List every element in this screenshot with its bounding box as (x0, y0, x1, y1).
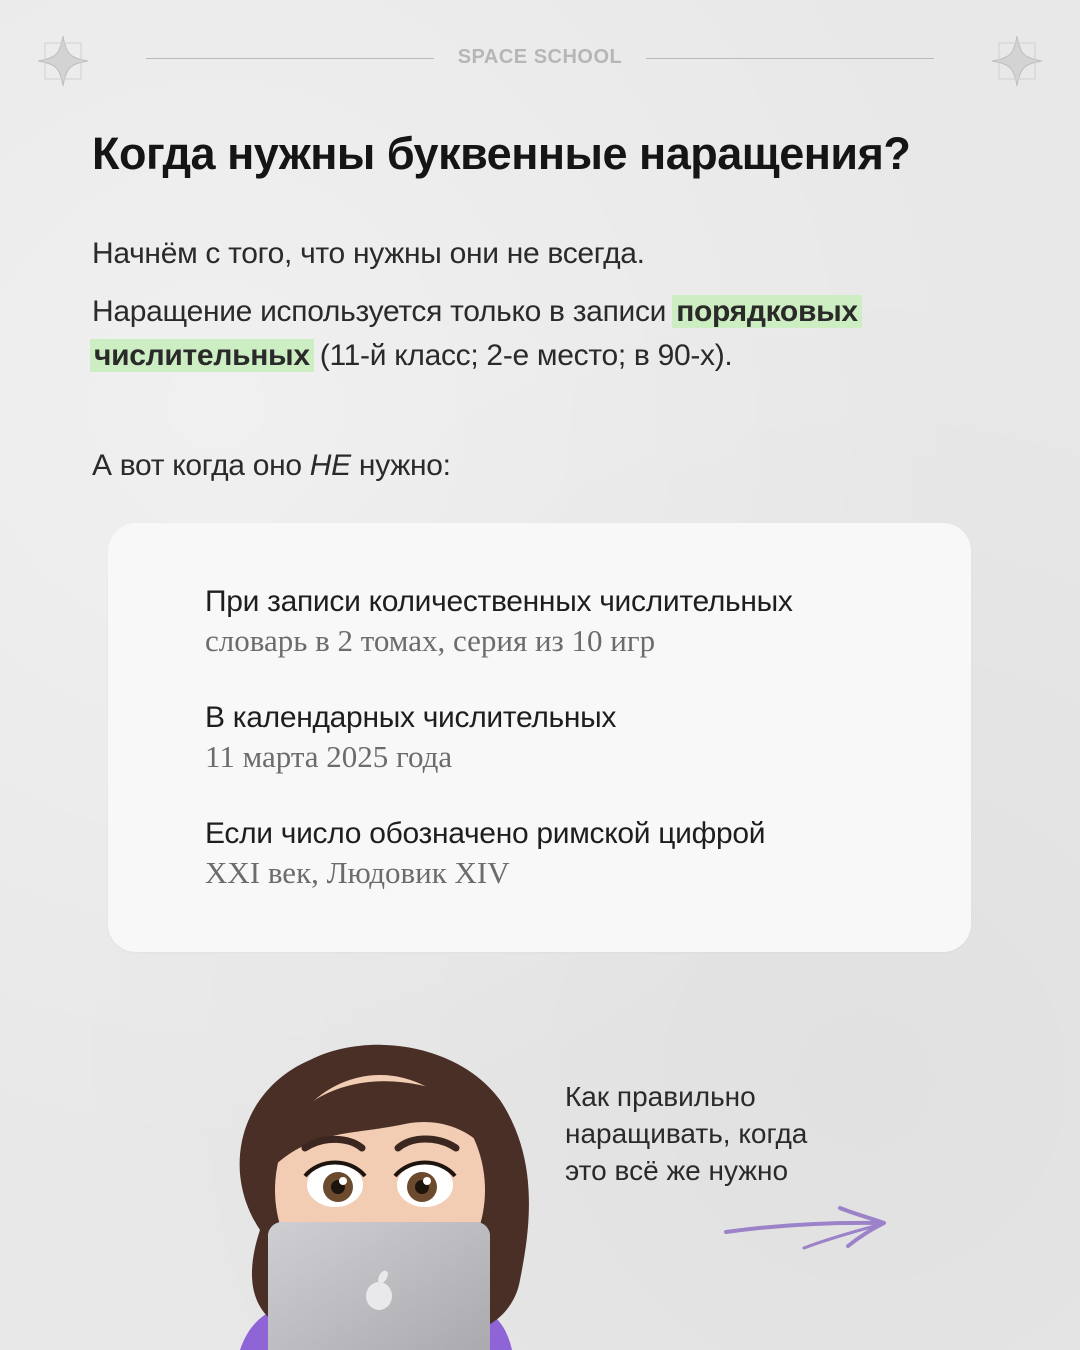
case-item (205, 815, 765, 893)
case-title: Если число обозначено римской цифрой (205, 817, 766, 850)
case-example: словарь в 2 томах, серия из 10 игр (205, 623, 656, 658)
usage-text-before: Наращение используется только в записи (92, 295, 667, 328)
case-title: В календарных числительных (205, 701, 617, 734)
not-needed-before: А вот когда оно (92, 449, 302, 482)
cta-line: наращивать, когда (565, 1118, 808, 1149)
highlight-ordinal: порядковых (672, 295, 862, 328)
not-needed-heading (92, 444, 451, 488)
case-title: При записи количественных числительных (205, 585, 793, 618)
cta-line: Как правильно (565, 1081, 756, 1112)
case-example: 11 марта 2025 года (205, 739, 453, 774)
arrow-right-icon (720, 1196, 896, 1256)
cases-card (108, 523, 971, 952)
not-needed-emph: НЕ (309, 449, 351, 482)
cta-line: это всё же нужно (565, 1155, 789, 1186)
memoji-avatar (200, 1030, 560, 1350)
cta-text (565, 1078, 885, 1189)
case-item (205, 699, 616, 777)
not-needed-after: нужно: (358, 449, 451, 482)
brand-label: SPACE SCHOOL (457, 46, 623, 68)
case-item (205, 583, 793, 661)
page-title: Когда нужны буквенные наращения? (92, 128, 911, 179)
sparkle-star-icon (990, 34, 1044, 88)
intro-text: Начнём с того, что нужны они не всегда. (92, 237, 645, 270)
usage-paragraph (92, 290, 992, 378)
case-example: XXI век, Людовик XIV (205, 855, 510, 890)
header-divider-right (646, 58, 934, 59)
highlight-numerals: числительных (90, 339, 314, 372)
header-divider-left (146, 58, 434, 59)
usage-examples: (11-й класс; 2-е место; в 90-х). (319, 339, 733, 372)
sparkle-star-icon (36, 34, 90, 88)
